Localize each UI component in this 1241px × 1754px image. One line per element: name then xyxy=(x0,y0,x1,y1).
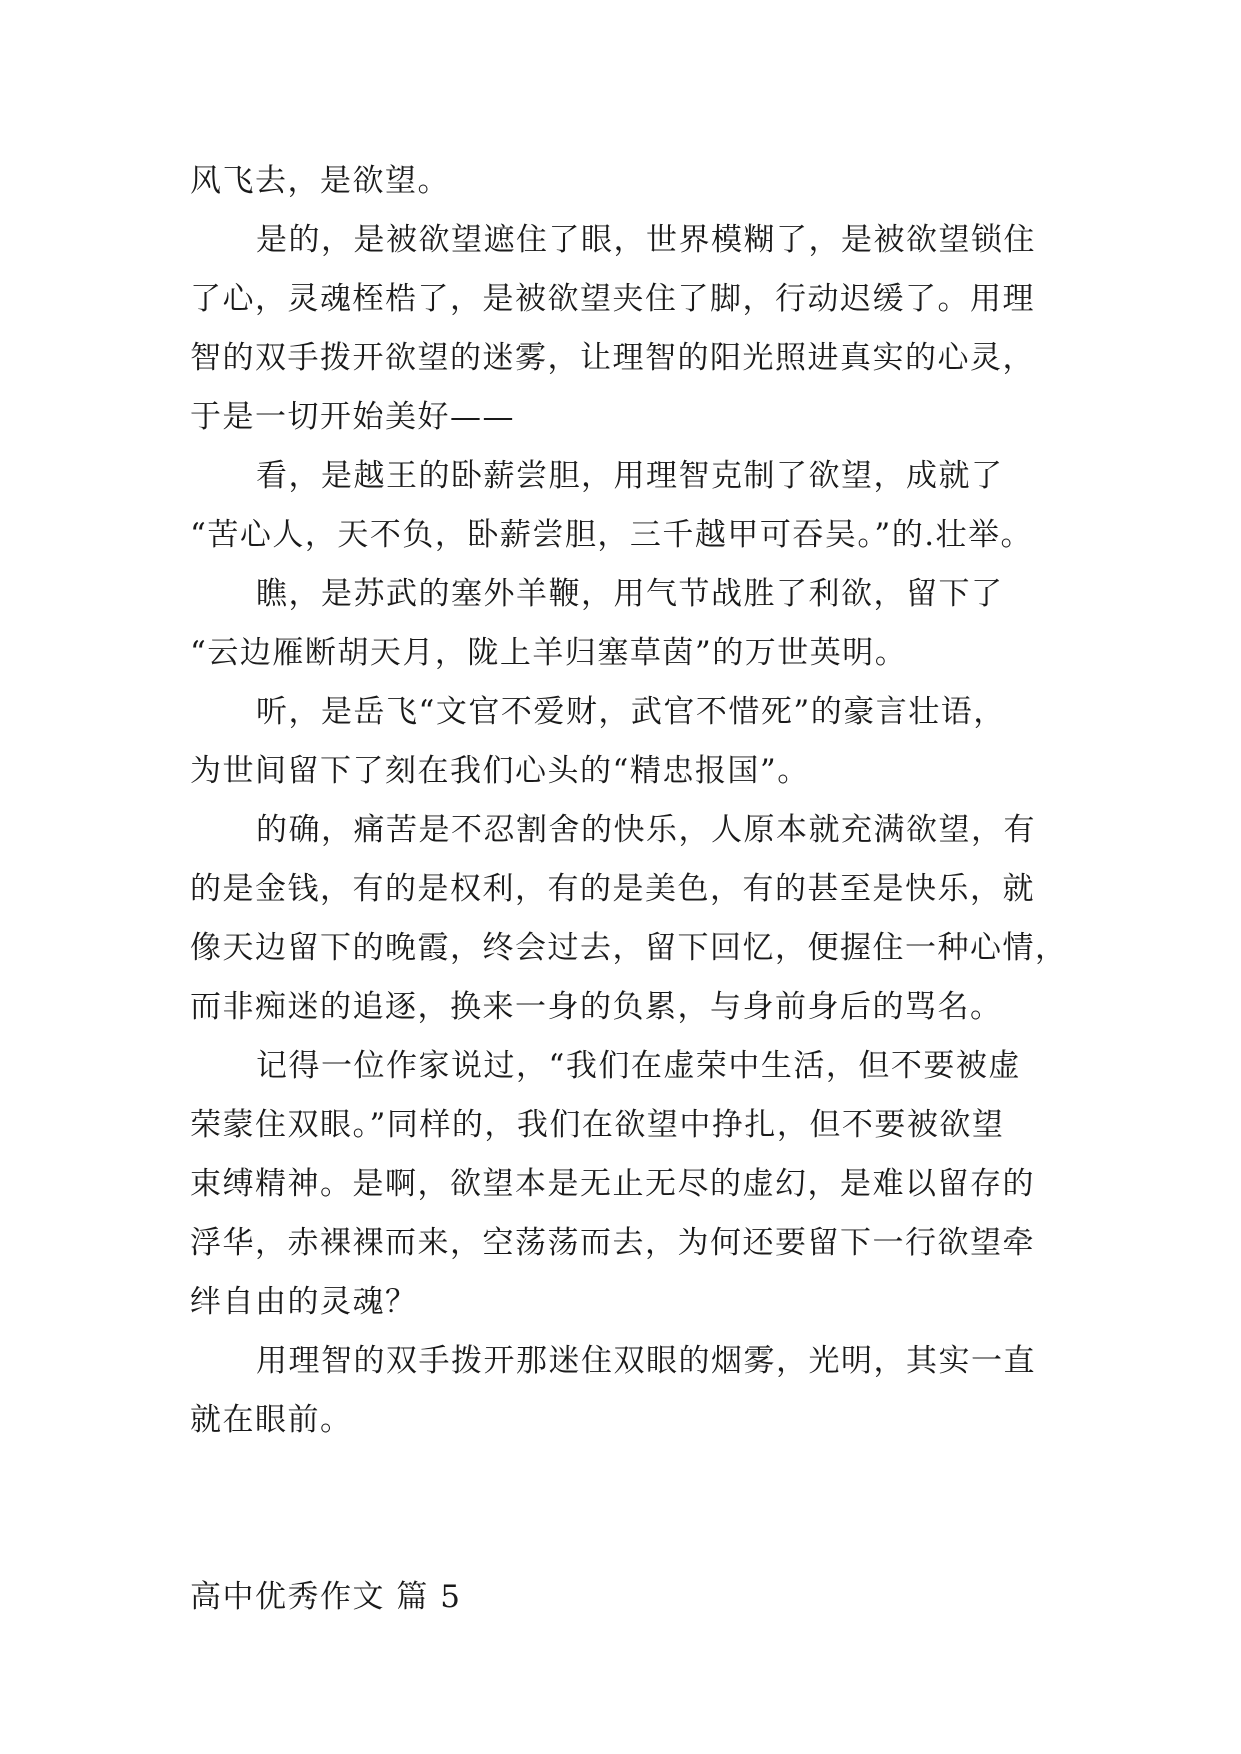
paragraph-start-line: 是的，是被欲望遮住了眼，世界模糊了，是被欲望锁住 xyxy=(256,222,1036,258)
text-line: 于是一切开始美好—— xyxy=(190,399,515,435)
text-line: 为世间留下了刻在我们心头的“精忠报国”。 xyxy=(190,753,810,789)
paragraph-start-line: 听，是岳飞“文官不爱财，武官不惜死”的豪言壮语， xyxy=(256,694,1006,730)
text-line: 就在眼前。 xyxy=(190,1402,353,1438)
text-line: 智的双手拨开欲望的迷雾，让理智的阳光照进真实的心灵， xyxy=(190,340,1035,376)
text-line: 浮华，赤裸裸而来，空荡荡而去，为何还要留下一行欲望牵 xyxy=(190,1225,1035,1261)
text-line: 的是金钱，有的是权利，有的是美色，有的甚至是快乐，就 xyxy=(190,871,1035,907)
paragraph-start-line: 记得一位作家说过，“我们在虚荣中生活，但不要被虚 xyxy=(256,1048,1021,1084)
text-line: 而非痴迷的追逐，换来一身的负累，与身前身后的骂名。 xyxy=(190,989,1003,1025)
paragraph-start-line: 瞧，是苏武的塞外羊鞭，用气节战胜了利欲，留下了 xyxy=(256,576,1004,612)
document-body xyxy=(190,152,1068,1627)
text-line: 束缚精神。是啊，欲望本是无止无尽的虚幻，是难以留存的 xyxy=(190,1166,1035,1202)
paragraph-spacer xyxy=(190,1450,1060,1509)
text-line: “云边雁断胡天月，陇上羊归塞草茵”的万世英明。 xyxy=(190,635,908,671)
text-line: 风飞去，是欲望。 xyxy=(190,163,450,199)
section-heading: 高中优秀作文 篇 5 xyxy=(190,1579,462,1615)
paragraph-start-line: 的确，痛苦是不忍割舍的快乐，人原本就充满欲望，有 xyxy=(256,812,1036,848)
paragraph-start-line: 看，是越王的卧薪尝胆，用理智克制了欲望，成就了 xyxy=(256,458,1004,494)
text-line: “苦心人，天不负，卧薪尝胆，三千越甲可吞吴。”的.壮举。 xyxy=(190,517,1034,553)
text-line: 绊自由的灵魂？ xyxy=(190,1284,418,1320)
text-line: 像天边留下的晚霞，终会过去，留下回忆，便握住一种心情， xyxy=(190,930,1068,966)
text-line: 了心，灵魂桎梏了，是被欲望夹住了脚，行动迟缓了。用理 xyxy=(190,281,1035,317)
paragraph-start-line: 用理智的双手拨开那迷住双眼的烟雾，光明，其实一直 xyxy=(256,1343,1036,1379)
paragraph-spacer xyxy=(190,1509,1060,1568)
text-line: 荣蒙住双眼。”同样的，我们在欲望中挣扎，但不要被欲望 xyxy=(190,1107,1005,1143)
